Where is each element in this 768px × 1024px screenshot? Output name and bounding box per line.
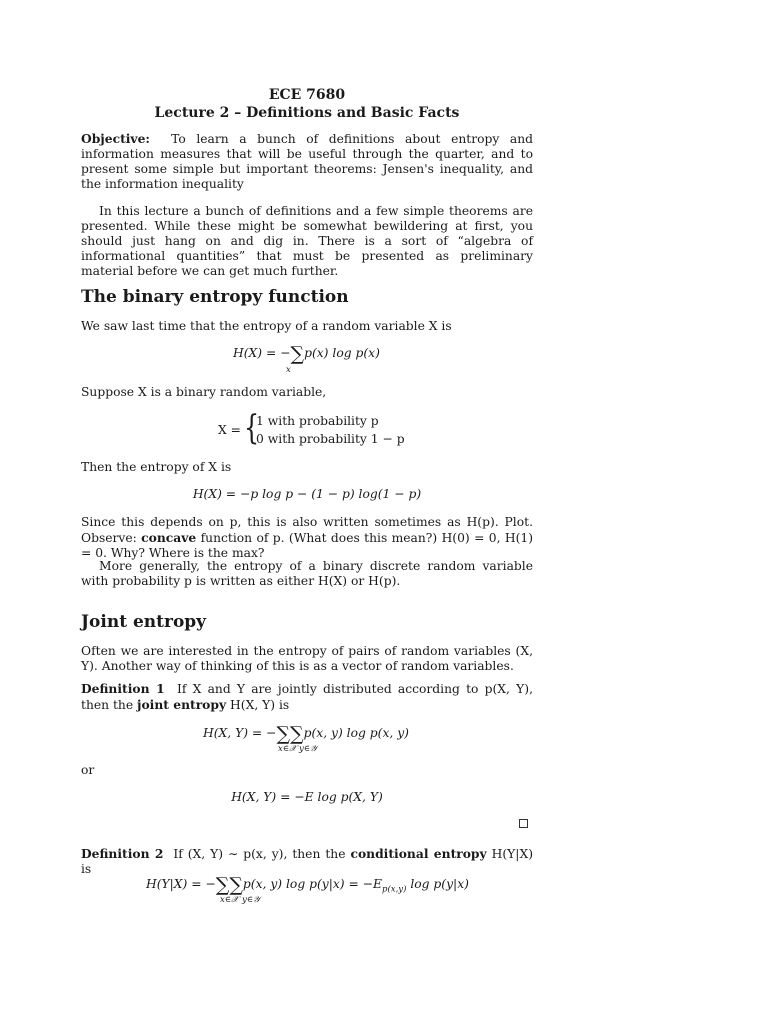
definition-2-text-pre: If (X, Y) ∼ p(x, y), then the — [173, 847, 346, 861]
joint-entropy-equation — [203, 723, 409, 745]
binary-entropy-intro: We saw last time that the entropy of a random variable X is — [81, 319, 452, 333]
entropy-eq-rhs: p(x) log p(x) — [304, 346, 380, 360]
or-text: or — [81, 763, 95, 777]
sum-symbol: ∑ — [276, 723, 291, 745]
binary-entropy-lead: Then the entropy of X is — [81, 460, 232, 474]
objective-label: Objective: — [81, 131, 150, 146]
joint-eq-subscript-x: x∈𝒳 — [278, 744, 297, 754]
definition-1-text-post: H(X, Y) is — [230, 698, 290, 712]
binary-rv-text: Suppose X is a binary random variable, — [81, 385, 327, 399]
binary-rv-case-1: 1 with probability p — [256, 414, 379, 428]
joint-eq-lhs: H(X, Y) = − — [203, 726, 277, 740]
concavity-text-pre: Since this depends on p, this is also written sometimes as H(p). Plot. Observe: — [81, 515, 533, 545]
sum-symbol: ∑ — [290, 343, 305, 365]
conditional-entropy-keyword: conditional entropy — [350, 846, 487, 861]
cases-brace: { — [244, 408, 260, 448]
conditional-entropy-equation — [146, 876, 469, 897]
cond-eq-lhs: H(Y|X) = − — [146, 877, 216, 891]
intro-text: In this lecture a bunch of definitions and a few simple theorems are presented. While these might be somewhat bewildering at first, you should just hang on and dig in. There is a sort of “algebra of informational quantities” that must be presented as preliminary material before we can get much further. — [81, 204, 533, 278]
course-title: ECE 7680 — [268, 87, 346, 103]
cond-eq-mid: p(x, y) log p(y|x) = −E — [242, 877, 383, 891]
entropy-eq-lhs: H(X) = − — [233, 346, 291, 360]
objective-text: To learn a bunch of definitions about entropy and information measures that will be useful through the quarter, and to present some simple but important theorems: Jensen's inequality, and the information inequality — [81, 132, 533, 191]
definition-2-text-post: H(Y|X) is — [81, 847, 533, 876]
cond-eq-rhs: log p(y|x) — [410, 877, 469, 891]
definition-1 — [81, 681, 533, 713]
binary-entropy-equation: H(X) = −p log p − (1 − p) log(1 − p) — [192, 487, 422, 501]
entropy-eq-subscript: x — [286, 365, 291, 375]
joint-entropy-keyword: joint entropy — [137, 697, 227, 712]
concave-keyword: concave — [141, 530, 197, 545]
joint-eq-rhs: p(x, y) log p(x, y) — [303, 726, 409, 740]
definition-2-label: Definition 2 — [81, 846, 164, 861]
lecture-title: Lecture 2 – Definitions and Basic Facts — [154, 105, 460, 121]
joint-entropy-intro: Often we are interested in the entropy of pairs of random variables (X, Y). Another way of thinking of this is as a vector of random variables. — [81, 644, 533, 673]
definition-1-text-pre: If X and Y are jointly distributed according to p(X, Y), then the — [81, 682, 533, 712]
concavity-text-post: function of p. (What does this mean?) H(0) = 0, H(1) = 0. Why? Where is the max? — [81, 531, 533, 560]
binary-rv-case-2: 0 with probability 1 − p — [256, 432, 405, 446]
generalization-paragraph — [81, 559, 533, 589]
entropy-equation — [233, 343, 380, 365]
generalization-text: More generally, the entropy of a binary discrete random variable with probability p is written as either H(X) or H(p). — [81, 559, 533, 588]
cond-eq-expectation-subscript: p(x,y) — [382, 884, 407, 895]
joint-eq-subscript-y: y∈𝒴 — [299, 744, 317, 754]
sum-symbol: ∑ — [215, 874, 230, 896]
definition-2 — [81, 846, 533, 877]
cond-eq-subscript-y: y∈𝒴 — [242, 895, 260, 905]
sum-symbol: ∑ — [229, 874, 243, 896]
concavity-paragraph — [81, 515, 533, 561]
section-heading-binary-entropy: The binary entropy function — [81, 287, 349, 307]
cond-eq-subscript-x: x∈𝒳 — [220, 895, 239, 905]
intro-paragraph — [81, 204, 533, 279]
sum-symbol: ∑ — [290, 723, 304, 745]
qed-square-icon — [519, 819, 528, 828]
binary-rv-lhs: X = — [218, 423, 241, 437]
definition-1-label: Definition 1 — [81, 681, 165, 696]
joint-entropy-expectation: H(X, Y) = −E log p(X, Y) — [231, 790, 383, 804]
section-heading-joint-entropy: Joint entropy — [81, 612, 207, 632]
objective-paragraph — [81, 131, 533, 192]
